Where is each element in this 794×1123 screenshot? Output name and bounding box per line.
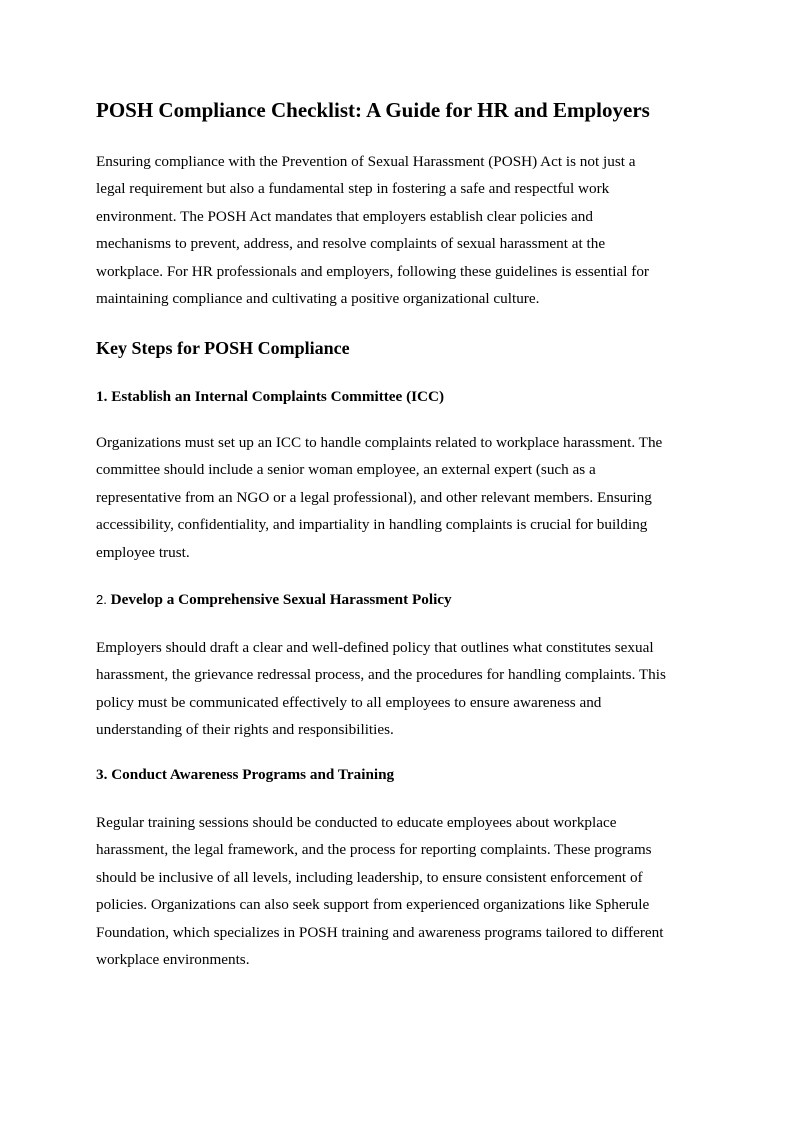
- step-1-heading: [96, 386, 444, 408]
- paragraph-line: harassment, the legal framework, and the process for reporting complaints. These programs: [96, 841, 652, 859]
- paragraph-line: Employers should draft a clear and well-defined policy that outlines what constitutes sexual: [96, 639, 654, 656]
- step-1-paragraph: [96, 429, 702, 566]
- paragraph-line: accessibility, confidentiality, and impartiality in handling complaints is crucial for building: [96, 516, 648, 534]
- step-2-heading: [96, 589, 452, 611]
- step-title: Develop a Comprehensive Sexual Harassment Policy: [110, 591, 452, 608]
- paragraph-line: harassment, the grievance redressal process, and the procedures for handling complaints. This: [96, 666, 666, 684]
- paragraph-line: understanding of their rights and responsibilities.: [96, 721, 394, 739]
- paragraph-line: policies. Organizations can also seek support from experienced organizations like Spherule: [96, 896, 650, 914]
- step-2-paragraph: [96, 634, 702, 744]
- step-number: 1.: [96, 388, 108, 405]
- document-title: POSH Compliance Checklist: A Guide for HR and Employers: [96, 98, 650, 122]
- step-number: 2.: [96, 592, 107, 607]
- step-title: Establish an Internal Complaints Committee (ICC): [111, 388, 445, 405]
- paragraph-line: Regular training sessions should be conducted to educate employees about workplace: [96, 814, 617, 831]
- step-title: Conduct Awareness Programs and Training: [111, 766, 395, 783]
- intro-line: environment. The POSH Act mandates that employers establish clear policies and: [96, 207, 593, 225]
- paragraph-line: policy must be communicated effectively to all employees to ensure awareness and: [96, 693, 602, 711]
- intro-paragraph: [96, 148, 702, 312]
- intro-line: mechanisms to prevent, address, and resolve complaints of sexual harassment at the: [96, 235, 606, 253]
- intro-line: workplace. For HR professionals and employers, following these guidelines is essential for: [96, 262, 649, 280]
- paragraph-line: Foundation, which specializes in POSH training and awareness programs tailored to different: [96, 923, 664, 941]
- step-3-heading: [96, 764, 394, 786]
- paragraph-line: employee trust.: [96, 543, 190, 561]
- step-3-paragraph: [96, 809, 702, 973]
- intro-line: Ensuring compliance with the Prevention of Sexual Harassment (POSH) Act is not just a: [96, 153, 636, 170]
- paragraph-line: should be inclusive of all levels, including leadership, to ensure consistent enforcement of: [96, 868, 643, 886]
- paragraph-line: Organizations must set up an ICC to handle complaints related to workplace harassment. The: [96, 434, 663, 451]
- step-number: 3.: [96, 766, 108, 783]
- paragraph-line: committee should include a senior woman employee, an external expert (such as a: [96, 461, 596, 479]
- paragraph-line: workplace environments.: [96, 951, 250, 969]
- section-heading: Key Steps for POSH Compliance: [96, 338, 350, 358]
- intro-line: legal requirement but also a fundamental step in fostering a safe and respectful work: [96, 180, 610, 198]
- intro-line: maintaining compliance and cultivating a positive organizational culture.: [96, 290, 540, 308]
- paragraph-line: representative from an NGO or a legal professional), and other relevant members. Ensuring: [96, 488, 652, 506]
